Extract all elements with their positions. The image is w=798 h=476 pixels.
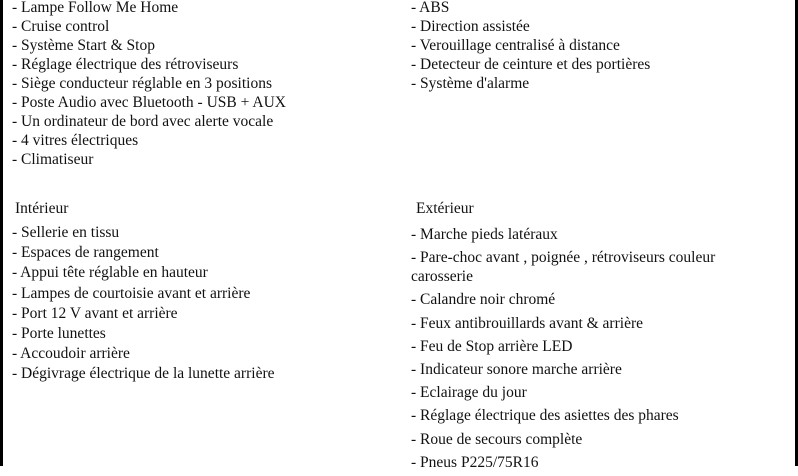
list-item: - Roue de secours complète	[411, 430, 583, 448]
list-item: - Système Start & Stop	[12, 37, 155, 54]
list-item: - Lampe Follow Me Home	[12, 0, 179, 16]
list-item: - Feu de Stop arrière LED	[411, 337, 573, 355]
list-item: - Poste Audio avec Bluetooth - USB + AUX	[12, 94, 286, 111]
list-item: - Un ordinateur de bord avec alerte vocale	[12, 113, 274, 130]
list-item: - Detecteur de ceinture et des portières	[411, 56, 651, 73]
list-item: - Porte lunettes	[12, 324, 106, 342]
list-item: - Système d'alarme	[411, 75, 530, 92]
list-item: - Sellerie en tissu	[12, 224, 120, 241]
list-item: - Port 12 V avant et arrière	[12, 304, 178, 322]
exterior-heading: Extérieur	[416, 200, 474, 217]
list-item: - Feux antibrouillards avant & arrière	[411, 314, 643, 332]
list-item: - 4 vitres électriques	[12, 132, 139, 149]
list-item: - Climatiseur	[12, 151, 94, 168]
interior-heading: Intérieur	[15, 200, 69, 217]
list-item: - ABS	[411, 0, 450, 16]
list-item: - Pneus P225/75R16	[411, 453, 539, 471]
list-item: - Eclairage du jour	[411, 384, 527, 402]
list-item: - Accoudoir arrière	[12, 345, 130, 363]
list-item: - Calandre noir chromé	[411, 291, 556, 309]
list-item: - Réglage électrique des asiettes des phares	[411, 407, 679, 425]
list-item: - Espaces de rangement	[12, 244, 159, 262]
list-item: - Marche pieds latéraux	[411, 226, 558, 243]
list-item: - Cruise control	[12, 18, 110, 35]
list-item: - Verouillage centralisé à distance	[411, 37, 620, 54]
list-item: - Réglage électrique des rétroviseurs	[12, 56, 239, 73]
list-item: - Dégivrage électrique de la lunette arrière	[12, 365, 275, 383]
list-item: - Indicateur sonore marche arrière	[411, 360, 622, 378]
list-item: - Siège conducteur réglable en 3 positions	[12, 75, 272, 92]
list-item: - Direction assistée	[411, 18, 530, 35]
features-list-left	[12, 0, 286, 169]
list-item: - Lampes de courtoisie avant et arrière	[12, 284, 251, 302]
features-list-right	[411, 0, 650, 93]
interior-list	[12, 223, 275, 385]
exterior-list	[411, 225, 783, 476]
list-item: - Appui tête réglable en hauteur	[12, 264, 208, 282]
list-item: - Pare-choc avant , poignée , rétroviseurs couleur carosserie	[411, 249, 716, 286]
